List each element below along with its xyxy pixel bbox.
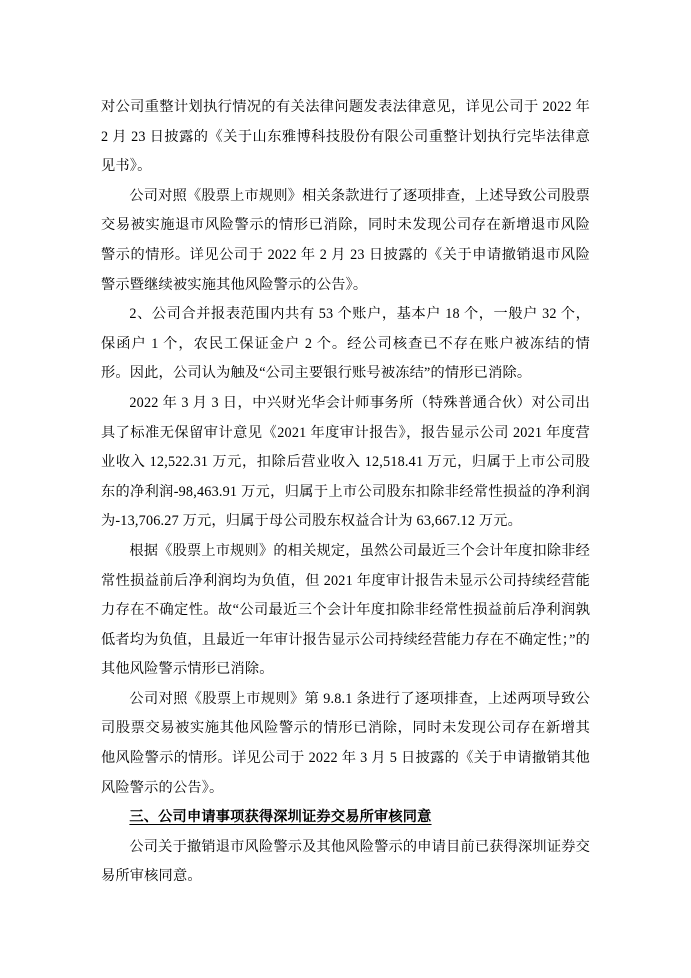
paragraph-accounts-scope: 2、公司合并报表范围内共有 53 个账户，基本户 18 个，一般户 32 个，保函户 1 个，农民工保证金户 2 个。经公司核查已不存在账户被冻结的情形。因此，公司认为触及“公司主要银行账号被冻结”的情形已消除。: [101, 306, 590, 382]
document-body: [101, 93, 590, 892]
paragraph-audit-report: 2022 年 3 月 3 日，中兴财光华会计师事务所（特殊普通合伙）对公司出具了标准无保留审计意见《2021 年度审计报告》，报告显示公司 2021 年度营业收入 12,522.31 万元，扣除后营业收入 12,518.41 万元，归属于上市公司股东的净利润-98,463.91 万元，归属于上市公司股东扣除非经常性损益的净利润为-13,706.27 万元，归属于母公司股东权益合计为 63,667.12 万元。: [101, 394, 590, 530]
paragraph-legal-opinion: 对公司重整计划执行情况的有关法律问题发表法律意见，详见公司于 2022 年 2 月 23 日披露的《关于山东雅博科技股份有限公司重整计划执行完毕法律意见书》。: [101, 99, 590, 175]
paragraph-closing: 公司关于撤销退市风险警示及其他风险警示的申请目前已获得深圳证券交易所审核同意。: [101, 838, 590, 885]
paragraph-rule-981-check: 公司对照《股票上市规则》第 9.8.1 条进行了逐项排查，上述两项导致公司股票交易被实施其他风险警示的情形已消除，同时未发现公司存在新增其他风险警示的情形。详见公司于 2022 年 3 月 5 日披露的《关于申请撤销其他风险警示的公告》。: [101, 690, 590, 796]
paragraph-other-risk-removed: 根据《股票上市规则》的相关规定，虽然公司最近三个会计年度扣除非经常性损益前后净利润均为负值，但 2021 年度审计报告未显示公司持续经营能力存在不确定性。故“公司最近三个会计年度扣除非经常性损益前后净利润孰低者均为负值，且最近一年审计报告显示公司持续经营能力存在不确定性；”的其他风险警示情形已消除。: [101, 542, 590, 678]
section-heading-text: 三、公司申请事项获得深圳证券交易所审核同意: [129, 809, 432, 826]
section-heading-three: [101, 803, 590, 833]
paragraph-listing-rules-check: 公司对照《股票上市规则》相关条款进行了逐项排查，上述导致公司股票交易被实施退市风险警示的情形已消除，同时未发现公司存在新增退市风险警示的情形。详见公司于 2022 年 2 月 23 日披露的《关于申请撤销退市风险警示暨继续被实施其他风险警示的公告》。: [101, 187, 590, 293]
